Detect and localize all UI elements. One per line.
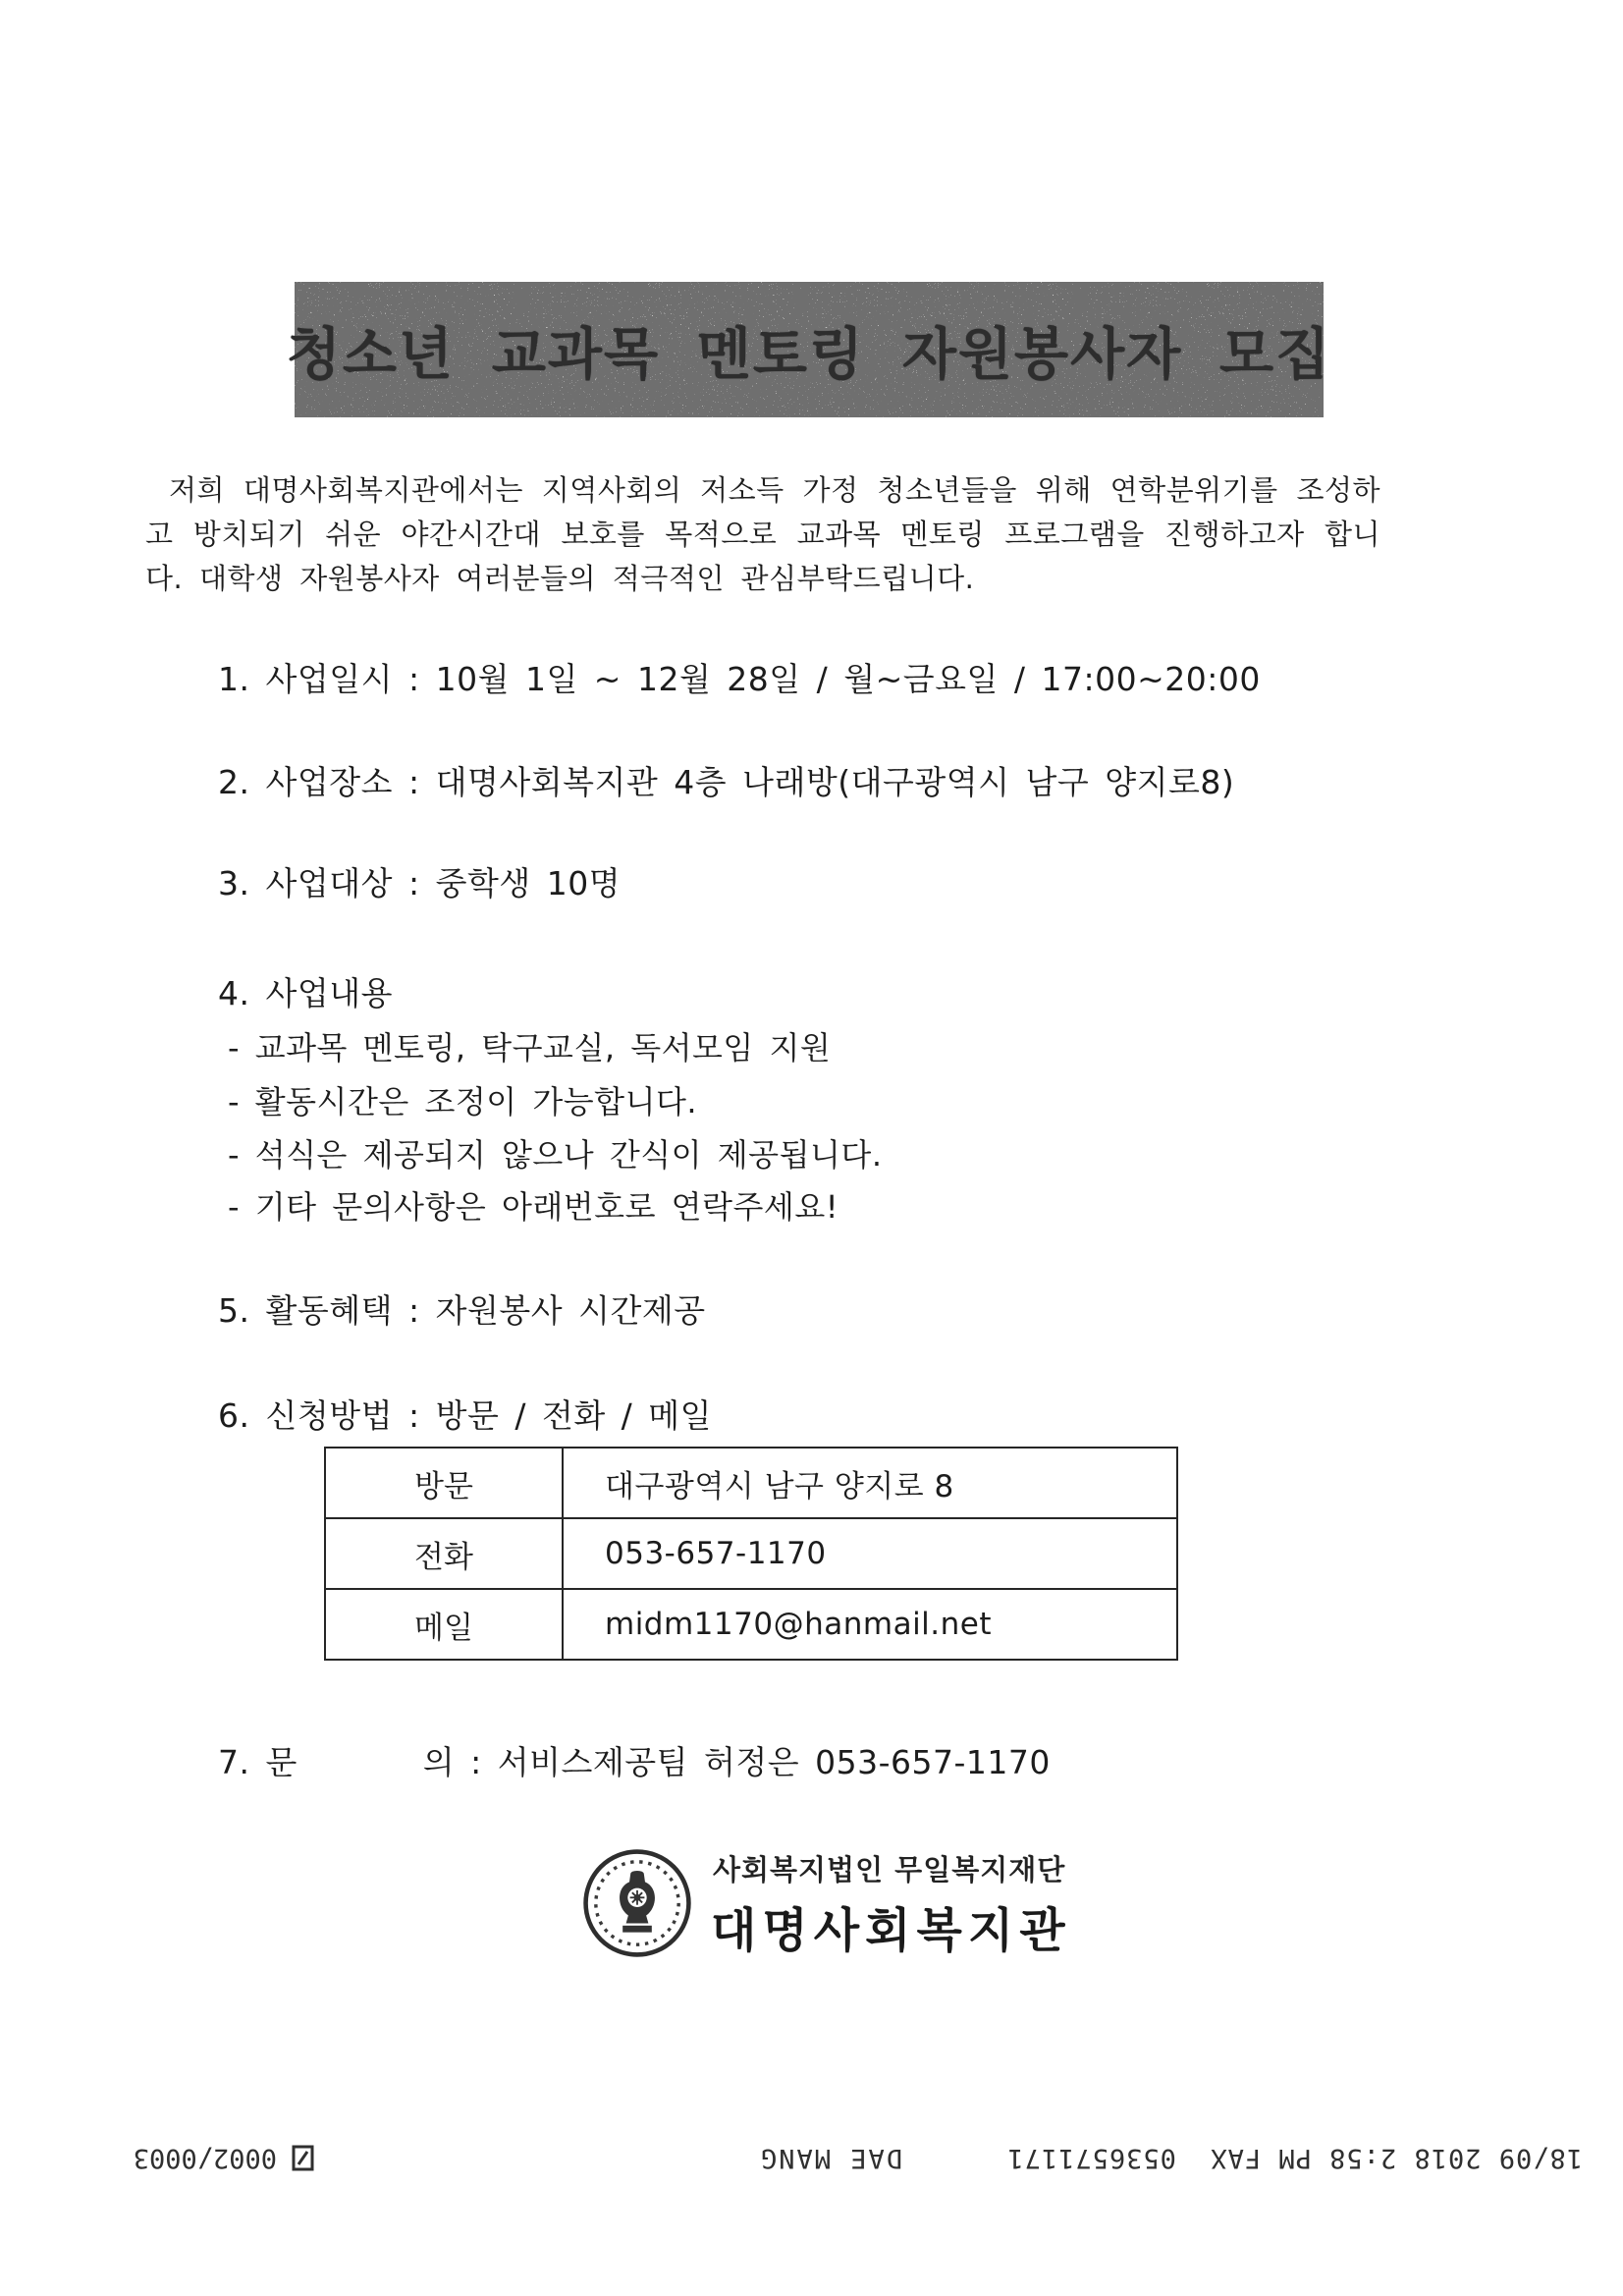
- document-title: 청소년 교과목 멘토링 자원봉사자 모집: [286, 322, 1332, 387]
- item-business-content: 4. 사업내용: [218, 974, 393, 1012]
- content-bullet-inquiry: - 기타 문의사항은 아래번호로 연락주세요!: [228, 1188, 839, 1226]
- fax-page-icon: [291, 2145, 314, 2173]
- table-row-visit: [325, 1448, 1177, 1518]
- organization-logo: [581, 1846, 1071, 1960]
- fax-page-counter: [104, 2141, 314, 2176]
- email-label: 메일: [325, 1589, 563, 1660]
- organization-name-block: [711, 1846, 1071, 1960]
- table-row-email: [325, 1589, 1177, 1660]
- phone-label: 전화: [325, 1518, 563, 1589]
- item-business-datetime: 1. 사업일시 : 10월 1일 ~ 12월 28일 / 월~금요일 / 17:00~20:00: [218, 660, 1261, 698]
- phone-number: 053-657-1170: [563, 1518, 1177, 1589]
- intro-paragraph: 저희 대명사회복지관에서는 지역사회의 저소득 가정 청소년들을 위해 연학분위기를 조성하고 방치되기 쉬운 야간시간대 보호를 목적으로 교과목 멘토링 프로그램을 진행하고자 합니다. 대학생 자원봉사자 여러분들의 적극적인 관심부탁드립니다.: [145, 473, 1380, 595]
- visit-label: 방문: [325, 1448, 563, 1518]
- visit-address: 대구광역시 남구 양지로 8: [563, 1448, 1177, 1518]
- fax-sender-id: DAE MANG: [758, 2143, 903, 2174]
- organization-seal-icon: [581, 1847, 693, 1959]
- content-bullet-schedule: - 활동시간은 조정이 가능합니다.: [228, 1083, 698, 1121]
- fax-timestamp-line: 18/09 2018 2:58 PM FAX 0536571171: [1006, 2143, 1583, 2174]
- contact-table: [324, 1447, 1178, 1661]
- title-banner: [286, 282, 1332, 417]
- item-activity-benefit: 5. 활동혜택 : 자원봉사 시간제공: [218, 1291, 706, 1330]
- item-business-target: 3. 사업대상 : 중학생 10명: [218, 864, 622, 902]
- item-business-place: 2. 사업장소 : 대명사회복지관 4층 나래방(대구광역시 남구 양지로8): [218, 763, 1235, 801]
- content-bullet-meals: - 석식은 제공되지 않으나 간식이 제공됩니다.: [228, 1136, 883, 1174]
- foundation-name: 사회복지법인 무일복지재단: [713, 1853, 1066, 1886]
- table-row-phone: [325, 1518, 1177, 1589]
- content-bullet-mentoring: - 교과목 멘토링, 탁구교실, 독서모임 지원: [228, 1029, 832, 1066]
- center-name: 대명사회복지관: [711, 1903, 1071, 1958]
- email-address: midm1170@hanmail.net: [563, 1589, 1177, 1660]
- fax-page-count: 0002/0003: [133, 2143, 277, 2174]
- item-apply-method: 6. 신청방법 : 방문 / 전화 / 메일: [218, 1396, 713, 1435]
- item-inquiry-contact: 7. 문 의 : 서비스제공팀 허정은 053-657-1170: [218, 1743, 1051, 1781]
